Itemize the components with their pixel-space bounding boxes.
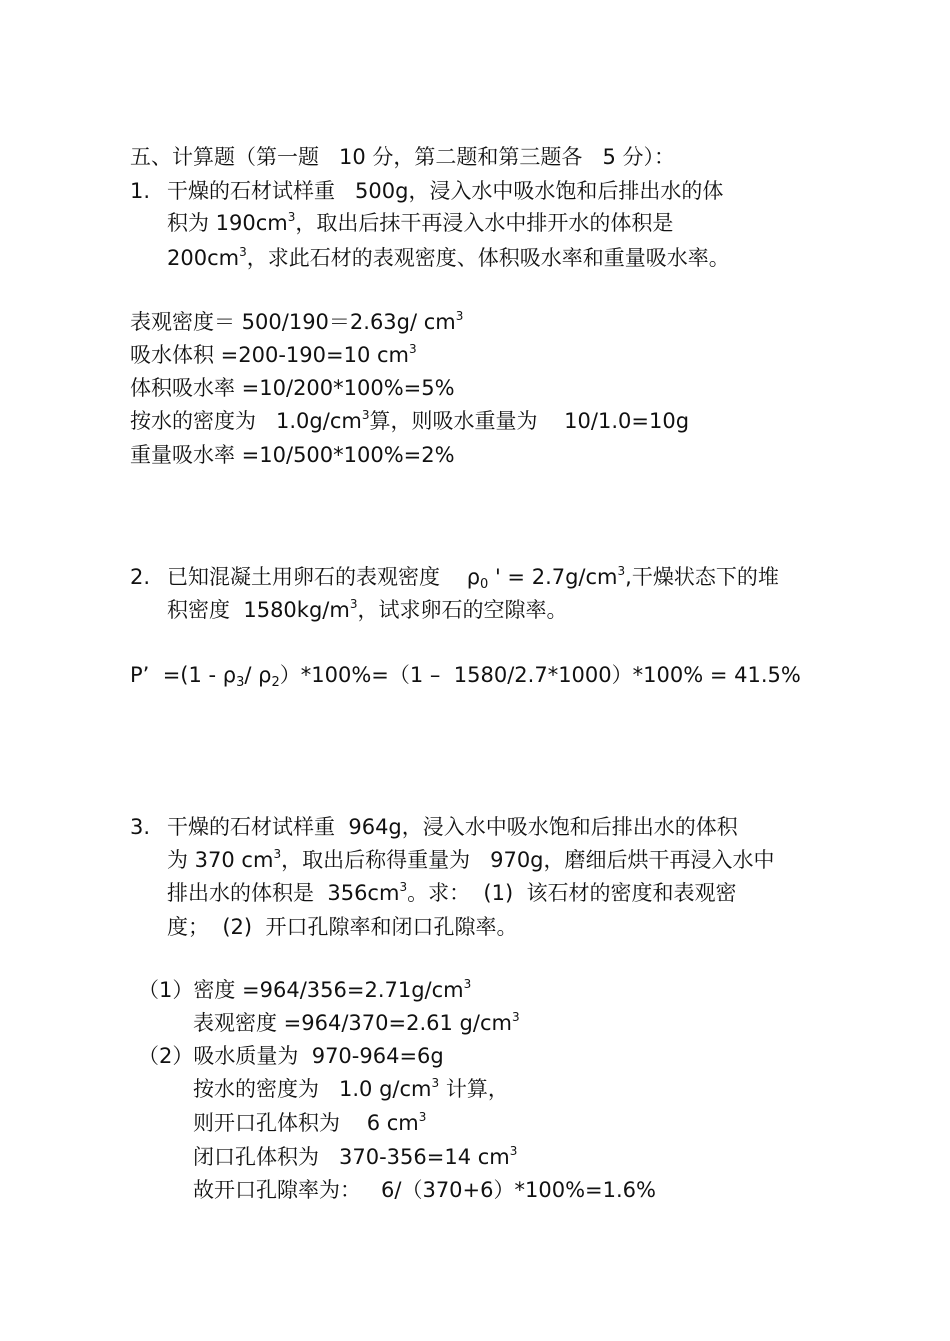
q3-line-1: 干燥的石材试样重 964g，浸入水中吸水饱和后排出水的体积 xyxy=(167,815,738,839)
a2-line-1: P’ $=(1 - \rho_3/$ $\rho_2)*100\%=(1 - 1580/2.7*1000)*100\% = 41.5\%$ xyxy=(130,663,801,690)
q3-number: 3. xyxy=(130,815,151,839)
a3-line-1: （1）密度 $=964/356=2.71g/cm^3$ xyxy=(138,977,472,1002)
q2-line-1: 已知混凝土用卵石的表观密度 $\rho_0$ ' = $2.7g/cm^3$,干燥状态下的堆 xyxy=(167,564,779,592)
section-title: 五、计算题（第一题 10 分，第二题和第三题各 5 分）： xyxy=(130,145,675,169)
q1-line-3: $200cm^3$，求此石材的表观密度、体积吸水率和重量吸水率。 xyxy=(167,245,730,270)
q1-number: 1. xyxy=(130,179,151,203)
q1-line-2: 积为 $190cm^3$，取出后抹干再浸入水中排开水的体积是 xyxy=(167,210,674,235)
a1-line-1: 表观密度＝ 500/190＝2.63g/ $cm^3$ xyxy=(130,309,464,334)
a3-line-3: （2）吸水质量为 970-964=6g xyxy=(138,1044,444,1068)
q2-number: 2. xyxy=(130,565,151,589)
q2-line-2: 积密度 $1580kg/m^3$，试求卵石的空隙率。 xyxy=(167,597,568,622)
a3-line-6: 闭口孔体积为 370-356=14 $cm^3$ xyxy=(193,1144,518,1169)
a1-line-4: 按水的密度为 $1.0g/cm^3$算，则吸水重量为 10/1.0=10g xyxy=(130,408,690,433)
q3-line-2: 为 370 $cm^3$，取出后称得重量为 970g，磨细后烘干再浸入水中 xyxy=(167,847,775,872)
a3-line-7: 故开口孔隙率为： 6/（370+6）*100%=1.6% xyxy=(193,1178,656,1202)
q1-line-1: 干燥的石材试样重 500g，浸入水中吸水饱和后排出水的体 xyxy=(167,179,724,203)
a1-line-3: 体积吸水率 =10/200*100%=5% xyxy=(130,376,455,400)
q3-line-4: 度； (2) 开口孔隙率和闭口孔隙率。 xyxy=(167,915,518,939)
a3-line-5: 则开口孔体积为 6 $cm^3$ xyxy=(193,1110,427,1135)
a3-line-4: 按水的密度为 1.0 $g/cm^3$ 计算， xyxy=(193,1076,509,1101)
a1-line-2: 吸水体积 =200-190=10 $cm^3$ xyxy=(130,342,417,367)
a3-line-2: 表观密度 =964/370=2.61 $g/cm^3$ xyxy=(193,1010,520,1035)
q3-line-3: 排出水的体积是 $356cm^3$。求： (1) 该石材的密度和表观密 xyxy=(167,880,737,905)
a1-line-5: 重量吸水率 =10/500*100%=2% xyxy=(130,443,455,467)
